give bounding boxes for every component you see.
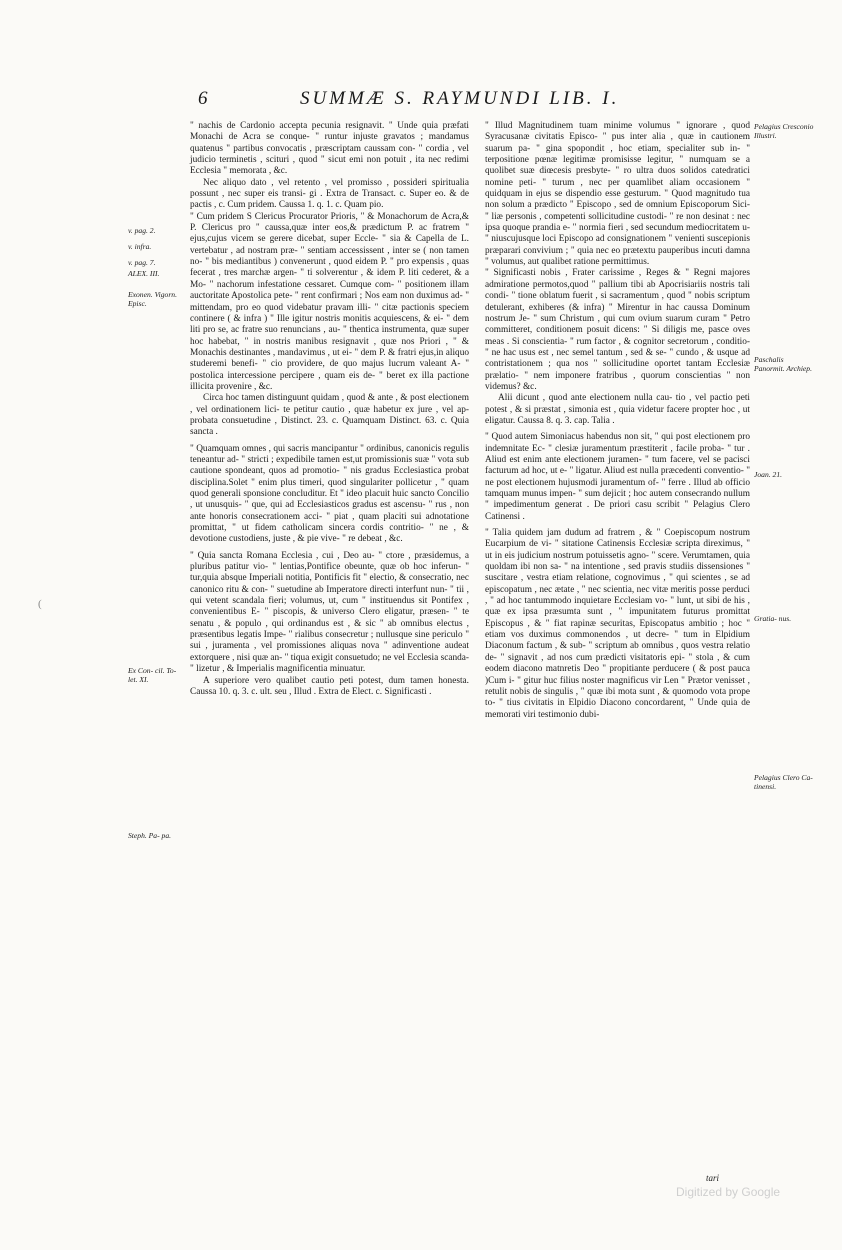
- paragraph: " Quia sancta Romana Ecclesia , cui , Deo au- " ctore , præsidemus, a pluribus patitur vio- " lentias,Pontifice obeunte, quæ ob hoc inferun- " tur,quia absque Imperiali notitia, Pontificis fit " electio, & consecratio, nec canonico ritu & con- " suetudine ab Imperatore directi interfunt nun- " tii , qui vetent scandala fieri; volumus, ut, cum " instituendus sit Pontifex , convenientibus E- " piscopis, & universo Clero eligatur, præsen- " te senatu , & populo , qui ordinandus est , & sic " ab omnibus electus , præsentibus legatis Impe- " rialibus consecretur ; nullusque sine periculo " sui , juramenta , vel promissiones aliquas nova " adinventione audeat extorquere , nisi quæ an- " tiqua exigit consuetudo; ne vel Ecclesia scanda- " lizetur , & Imperialis magnificentia minuatur.: [190, 550, 469, 675]
- margin-note: Ex Con- cil. To- let. XI.: [128, 666, 177, 684]
- margin-note: Exonen. Vigorn. Episc.: [128, 290, 177, 308]
- left-column: [190, 121, 469, 698]
- paragraph: " Significasti nobis , Frater carissime , Reges & " Regni majores admiratione permotos,quod " pallium tibi ab Apocrisiariis nostris tali condi- " tione oblatum fuerit , si sacramentum , quod " nobis scriptum detulerant, exhiberes (& infra) " Mirentur in hac caussa Dominum nostrum Je- " sum Christum , qui cum ovium suarum curam " Petro committeret, conditionem posuit dicens: " Si diligis me, pasce oves meas . Si conscientia- " rum factor , & cognitor secretorum , conditio- " ne hac usus est , nec semel tantum , sed & se- " cundo , & usque ad contristationem ; qua nos " sollicitudine oportet tantam Ecclesiæ prælatio- " nem imponere fratribus , quorum conscientias " non videmus? &c.: [485, 268, 750, 392]
- paragraph: Nec aliquo dato , vel retento , vel promisso , possideri spiritualia possunt , nec super eis transi- gi . Extra de Transact. c. Super eo. & de pactis , c. Cum pridem. Caussa 1. q. 1. c. Quam pio.: [190, 177, 469, 211]
- paragraph: " Quamquam omnes , qui sacris mancipantur " ordinibus, canonicis regulis teneantur ad- " stricti ; expedibile tamen est,ut promissionis suæ " vota sub cautione spondeant, quos ad promotio- " nis gradus Ecclesiastica probat disciplina.Solet " enim plus timeri, quod singulariter pollicetur , " quam quod generali sponsione concluditur. Et " ideo placuit huic sancto Concilio , ut unusquis- " que, qui ad Ecclesiasticos gradus est ascensu- " rus , non ante honoris consecrationem acci- " piat , quam placiti sui adnotatione promittat, " ut fidem catholicam sincera cordis contritio- " ne , & devotione custodiens, juste , & pie vive- " re debeat , &c.: [190, 443, 469, 545]
- margin-note: Paschalis Panormit. Archiep.: [754, 355, 813, 373]
- margin-note: v. infra.: [128, 242, 152, 251]
- page-header: [0, 88, 842, 112]
- paragraph: " Illud Magnitudinem tuam minime volumus " ignorare , quod Syracusanæ civitatis Episco- " pus inter alia , quæ in cautionem suarum pa- " gina spopondit , hoc etiam, specialiter sub in- " terpositione pœnæ legitimæ promisisse legitur, " numquam se a quolibet suæ diœcesis presbyte- " ro ultra duos solidos catedratici nomine peti- " turum , nec per quamlibet aliam occasionem " quidquam in ejus se dispendio esse gesturum. " Quod magnitudo tua non solum a prædicto " Episcopo , sed de omnium Episcoporum Sici- " liæ personis , competenti sollicitudine custodi- " re non desinat : nec ipsa quoque prandia e- " normia fieri , sed secundum mediocritatem u- " niuscujusque loci Episcopo ad consignationem " venienti suscepionis præparari convivium ; " quia nec eo prætextu pauperibus incuti damna " volumus, aut qualibet ratione permittimus.: [485, 121, 750, 268]
- paragraph: A superiore vero qualibet cautio peti potest, dum tamen honesta. Caussa 10. q. 3. c. ult. seu , Illud . Extra de Elect. c. Significasti .: [190, 675, 469, 697]
- margin-note: Joan. 21.: [754, 470, 783, 479]
- margin-note: Gratia- nus.: [754, 614, 792, 623]
- margin-note: ALEX. III.: [128, 269, 160, 278]
- paragraph: " Quod autem Simoniacus habendus non sit, " qui post electionem pro indemnitate Ec- " clesiæ juramentum præstiterit , facile proba- " tur . Aliud est enim ante electionem juramen- " tum facere, vel se pacisci facturum ad hoc, ut e- " ligatur. Aliud est nulla præcedenti conventio- " ne post electionem hujusmodi juramentum of- " ferre . Illud ab officio tamquam munus impen- " sum dejicit ; hoc autem consecrando nullum " impedimentum generat . De priori casu scribit " Pelagius Clero Catinensi .: [485, 432, 750, 522]
- margin-note: v. pag. 2.: [128, 226, 156, 235]
- page-number: 6: [198, 88, 208, 109]
- paragraph: " Talia quidem jam dudum ad fratrem , & " Coepiscopum nostrum Eucarpium de vi- " sitatione Catinensis Ecclesiæ scripta direximus, " ut in eis judicium nostrum potuissetis agno- " scere. Verumtamen, quia quoldam ibi non sa- " na intentione , sed pravis studiis dissensiones " suscitare , vestra etiam relatione, cognovimus , " qui scientes , se ad episcopatum , nec ætate , " nec scientia, nec vitæ meritis posse perduci , " ad hoc tantummodo inquietare Ecclesiam vo- " lunt, ut sibi de his , quæ ex ipsa præsumta sunt , " impunitatem futurus promittat Episcopus , & " fiat rapinæ securitas, Episcopatus ambitio ; hoc " etiam vos duximus commonendos , ut decre- " tum in Elpidium Diaconum factum , & sub- " scriptum ab omnibus , quos vestra relatio de- " signavit , ad nos cum prædicti visitatoris epi- " stola , & cum eodem diacono matnretis Deo " propitiante perducere ( & post pauca )Cum i- " gitur huc filius noster magnificus vir Len " Prætor venisset , retulit nobis de singulis , " quæ ibi mota sunt , & quomodo vota prope to- " tius civitatis in Elpidio Diacono concordarent, " Unde quia de memorati viri testimonio dubi-: [485, 528, 750, 720]
- catchword: tari: [706, 1173, 720, 1183]
- paragraph: " nachis de Cardonio accepta pecunia resignavit. " Unde quia præfati Monachi de Acra se conque- " runtur injuste gravatos ; mandamus quatenus " partibus convocatis , præscriptam caussam con- " cordia , vel judicio terminetis , scituri , quod " sicut emi non potuit , ita nec redimi Ecclesia " memorata , &c.: [190, 121, 469, 177]
- paragraph: " Cum pridem S Clericus Procurator Prioris, " & Monachorum de Acra,& P. Clericus pro " caussa,quæ inter eos,& prædictum P. ac fratrem " ejus,cujus vicem se gerere dicebat, super Eccle- " sia & Capella de L. vertebatur , ad nostram præ- " sentiam accessissent , inter se ( non tamen no- " bis mediantibus ) convenerunt , quod eidem P. " pro expensis , quas fecerat , tres marchæ argen- " ti solverentur , & idem P. liti cederet, & a Mo- " nachorum infestatione cessaret. Cumque com- " positionem illam auctoritate Apostolica pete- " rent confirmari ; Nos eam non duximus ad- " mittendam, pro eo quod videbatur pravam illi- " citæ pactionis speciem continere ( & infra ) " Ille igitur nostris monitis acquiescens, & ei- " dem liti pro se, ac fratre suo renuncians , au- " thentica instrumenta, quæ super hoc habebat, " in nostris manibus resignavit , quæ nos Priori , " & Monachis destinantes , mandavimus , ut ei- " dem P. & fratri ejus,in aliquo studeremi benefi- " cio providere, de quo majus lucrum valeant A- " postolica intercessione percipere , quam eis de- " beret ex illa pactione illicita provenire , &c.: [190, 211, 469, 392]
- right-column: [485, 121, 750, 721]
- margin-mark: (: [38, 598, 42, 610]
- margin-note: Steph. Pa- pa.: [128, 831, 172, 840]
- margin-note: Pelagius Clero Ca- tinensi.: [754, 773, 813, 791]
- margin-note: v. pag. 7.: [128, 258, 156, 267]
- margin-note: Pelagius Cresconio Illustri.: [754, 122, 814, 140]
- paragraph: Alii dicunt , quod ante electionem nulla cau- tio , vel pactio peti potest , & si præstat , simonia est , quia videtur facere propter hoc , ut eligatur. Caussa 8. q. 3. cap. Talia .: [485, 393, 750, 426]
- running-title: SUMMÆ S. RAYMUNDI LIB. I.: [300, 88, 620, 109]
- watermark: Digitized by Google: [676, 1185, 781, 1199]
- paragraph: Circa hoc tamen distinguunt quidam , quod & ante , & post electionem , vel ordinationem lici- te petitur cautio , quæ habetur ex jure , vel ap- probata consuetudine , Distinct. 23. c. Quamquam Distinct. 63. c. Quia sancta .: [190, 393, 469, 438]
